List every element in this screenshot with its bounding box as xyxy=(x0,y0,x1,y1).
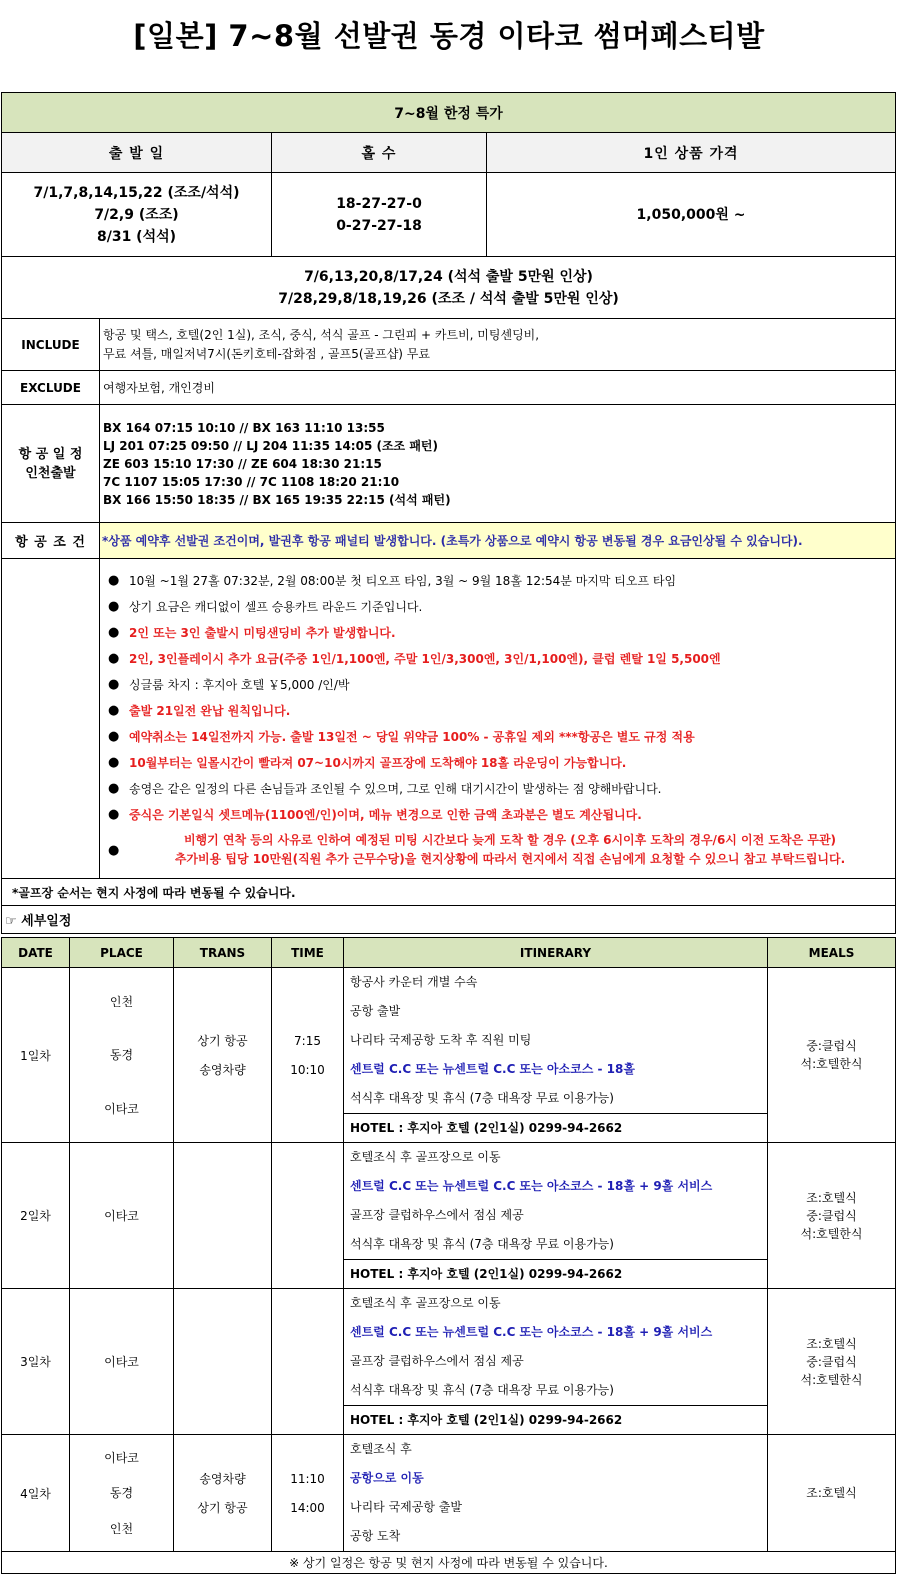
bullet-icon: ● xyxy=(108,650,120,666)
holes-cell xyxy=(272,173,487,257)
trans-mode: 상기 항공 xyxy=(197,1501,248,1515)
condition-text: *상품 예약후 선발권 조건이며, 발권후 항공 패널티 발생합니다. (초특가 상품으로 예약시 항공 변동될 경우 요금인상될 수 있습니다). xyxy=(100,523,896,559)
note-text: 상기 요금은 캐디없이 셀프 승용카트 라운드 기준입니다. xyxy=(129,599,423,614)
meals-cell xyxy=(768,1143,896,1289)
header-time: TIME xyxy=(272,938,344,968)
note-item xyxy=(108,703,891,719)
place-name: 이타코 xyxy=(104,1209,139,1223)
include-line: 무료 셔틀, 매일저녁7시(돈키호테-잡화점 , 골프5(골프샵) 무료 xyxy=(103,346,430,361)
bullet-icon: ● xyxy=(108,676,120,692)
notes-spacer xyxy=(2,559,100,879)
day-label: 4일차 xyxy=(2,1435,70,1552)
meal-item: 중:클럽식 xyxy=(806,1039,857,1053)
time-value: 7:15 xyxy=(294,1033,321,1048)
note-item xyxy=(108,807,891,823)
bullet-icon: ● xyxy=(108,702,120,718)
holes-line: 0-27-27-18 xyxy=(336,217,422,234)
itinerary-item: 항공사 카운터 개별 수속 xyxy=(350,975,478,989)
flight-line: ZE 603 15:10 17:30 // ZE 604 18:30 21:15 xyxy=(103,456,382,471)
meals-cell xyxy=(768,1289,896,1435)
itinerary-item: 센트럴 C.C 또는 뉴센트럴 C.C 또는 아소코스 - 18홀 + 9홀 서비스 xyxy=(350,1325,713,1339)
late-arrival-line: 비행기 연착 등의 사유로 인하여 예정된 미팅 시간보다 늦게 도착 할 경우 (오후 6시이후 도착의 경우/6시 이전 도착은 무관) xyxy=(183,832,837,847)
include-text xyxy=(100,319,896,371)
hotel-info: HOTEL : 후지아 호텔 (2인1실) 0299-94-2662 xyxy=(344,1259,767,1288)
bullet-icon: ● xyxy=(108,842,120,858)
time-value-stack xyxy=(272,1464,343,1522)
header-price: 1인 상품 가격 xyxy=(487,133,896,173)
meal-item: 조:호텔식 xyxy=(806,1190,857,1205)
note-text: 출발 21일전 완납 원칙입니다. xyxy=(129,703,291,718)
meal-item: 석:호텔한식 xyxy=(800,1372,863,1387)
day-label: 2일차 xyxy=(2,1143,70,1289)
place-name: 이타코 xyxy=(104,1355,139,1369)
summary-table xyxy=(1,92,896,934)
flight-line: BX 166 15:50 18:35 // BX 165 19:35 22:15 (석석 패턴) xyxy=(103,492,451,507)
time-value: 11:10 xyxy=(290,1471,325,1486)
flight-label-line: 인천출발 xyxy=(25,465,76,481)
place-name: 인천 xyxy=(109,995,134,1010)
header-trans: TRANS xyxy=(174,938,272,968)
place-name: 인천 xyxy=(109,1521,134,1536)
note-text: 10월 ~1월 27홀 07:32분, 2월 08:00분 첫 티오프 타임, 3월 ~ 9월 18홀 12:54분 마지막 티오프 타임 xyxy=(129,573,677,588)
meals-cell xyxy=(768,1435,896,1552)
departure-dates xyxy=(2,173,272,257)
exclude-text: 여행자보험, 개인경비 xyxy=(100,371,896,405)
time-cell xyxy=(272,1289,344,1435)
day-label: 3일차 xyxy=(2,1289,70,1435)
itinerary-item: 골프장 클럽하우스에서 점심 제공 xyxy=(350,1354,524,1368)
meal-item: 조:호텔식 xyxy=(806,1336,857,1351)
place-name: 동경 xyxy=(109,1486,134,1501)
hotel-info: HOTEL : 후지아 호텔 (2인1실) 0299-94-2662 xyxy=(344,1405,767,1434)
departure-date-line: 8/31 (석석) xyxy=(96,228,177,245)
trans-mode: 상기 항공 xyxy=(197,1034,248,1048)
notes-list xyxy=(108,573,891,823)
itinerary-day-row xyxy=(2,1143,896,1289)
meal-item: 조:호텔식 xyxy=(806,1486,857,1500)
note-item xyxy=(108,651,891,667)
header-holes: 홀 수 xyxy=(272,133,487,173)
departure-date-line: 7/2,9 (조조) xyxy=(94,206,179,223)
itinerary-item: 공항 도착 xyxy=(350,1529,401,1543)
notes-cell xyxy=(100,559,896,879)
itinerary-item: 골프장 클럽하우스에서 점심 제공 xyxy=(350,1208,524,1222)
bullet-icon: ● xyxy=(108,624,120,640)
late-arrival-line: 추가비용 팁당 10만원(직원 추가 근무수당)을 현지상황에 따라서 현지에서 직접 손님에게 요청할 수 있으니 참고 부탁드립니다. xyxy=(174,851,846,866)
itinerary-item: 호텔조식 후 골프장으로 이동 xyxy=(350,1296,501,1310)
trans-cell xyxy=(174,1435,272,1552)
itinerary-day-row xyxy=(2,1289,896,1435)
meal-item: 중:클럽식 xyxy=(806,1208,857,1223)
itinerary-day-row xyxy=(2,1435,896,1552)
itinerary-item: 호텔조식 후 골프장으로 이동 xyxy=(350,1150,501,1164)
itinerary-table xyxy=(1,937,896,1574)
include-line: 항공 및 택스, 호텔(2인 1실), 조식, 중식, 석식 골프 - 그린피 + 카트비, 미팅센딩비, xyxy=(103,327,540,342)
note-item xyxy=(108,755,891,771)
itinerary-item: 공항으로 이동 xyxy=(350,1471,424,1485)
trans-mode-stack xyxy=(174,1026,271,1084)
itinerary-item: 석식후 대욕장 및 휴식 (7층 대욕장 무료 이용가능) xyxy=(350,1091,614,1105)
trans-cell xyxy=(174,1289,272,1435)
itinerary-item: 석식후 대욕장 및 휴식 (7층 대욕장 무료 이용가능) xyxy=(350,1237,614,1251)
trans-cell xyxy=(174,1143,272,1289)
header-departure: 출 발 일 xyxy=(2,133,272,173)
itinerary-item: 공항 출발 xyxy=(350,1004,401,1018)
place-cell xyxy=(70,968,174,1143)
note-item xyxy=(108,599,891,615)
bullet-icon: ● xyxy=(108,806,120,822)
bullet-icon: ● xyxy=(108,754,120,770)
holes-line: 18-27-27-0 xyxy=(336,195,422,212)
flight-label-line: 항 공 일 정 xyxy=(18,446,83,462)
extra-dates xyxy=(2,257,896,319)
note-item xyxy=(108,625,891,641)
extra-date-line: 7/6,13,20,8/17,24 (석석 출발 5만원 인상) xyxy=(304,268,593,285)
place-name: 동경 xyxy=(109,1048,134,1063)
place-name-stack xyxy=(70,1347,173,1376)
schedule-title: ☞ 세부일정 xyxy=(2,906,896,934)
itinerary-cell xyxy=(344,1143,768,1289)
flight-line: 7C 1107 15:05 17:30 // 7C 1108 18:20 21:10 xyxy=(103,474,400,489)
hotel-info: HOTEL : 후지아 호텔 (2인1실) 0299-94-2662 xyxy=(344,1113,767,1142)
header-date: DATE xyxy=(2,938,70,968)
itinerary-footer: ※ 상기 일정은 항공 및 현지 사정에 따라 변동될 수 있습니다. xyxy=(2,1552,896,1574)
flight-label xyxy=(2,405,100,523)
place-cell xyxy=(70,1143,174,1289)
bullet-icon: ● xyxy=(108,780,120,796)
exclude-label: EXCLUDE xyxy=(2,371,100,405)
place-name-stack xyxy=(70,1440,173,1546)
bullet-icon: ● xyxy=(108,598,120,614)
include-label: INCLUDE xyxy=(2,319,100,371)
note-item xyxy=(108,573,891,589)
departure-date-line: 7/1,7,8,14,15,22 (조조/석석) xyxy=(33,184,240,201)
itinerary-cell xyxy=(344,1435,768,1552)
meals-cell xyxy=(768,968,896,1143)
condition-label: 항 공 조 건 xyxy=(2,523,100,559)
itinerary-item: 호텔조식 후 xyxy=(350,1442,412,1456)
late-arrival-note xyxy=(108,831,891,869)
extra-date-line: 7/28,29,8/18,19,26 (조조 / 석석 출발 5만원 인상) xyxy=(278,290,619,307)
itinerary-item: 센트럴 C.C 또는 뉴센트럴 C.C 또는 아소코스 - 18홀 + 9홀 서비스 xyxy=(350,1179,713,1193)
meal-item: 석:호텔한식 xyxy=(800,1057,863,1071)
header-itinerary: ITINERARY xyxy=(344,938,768,968)
note-text: 10월부터는 일몰시간이 빨라져 07~10시까지 골프장에 도착해야 18홀 라운딩이 가능합니다. xyxy=(129,755,627,770)
header-place: PLACE xyxy=(70,938,174,968)
time-cell xyxy=(272,968,344,1143)
note-text: 송영은 같은 일정의 다른 손님들과 조인될 수 있으며, 그로 인해 대기시간이 발생하는 점 양해바랍니다. xyxy=(129,781,662,796)
time-cell xyxy=(272,1143,344,1289)
itinerary-days xyxy=(2,968,896,1552)
note-text: 2인 또는 3인 출발시 미팅샌딩비 추가 발생합니다. xyxy=(129,625,396,640)
place-name-stack xyxy=(70,975,173,1135)
itinerary-cell xyxy=(344,1289,768,1435)
note-text: 예약취소는 14일전까지 가능. 출발 13일전 ~ 당일 위약금 100% - 공휴일 제외 ***항공은 별도 규정 적용 xyxy=(129,729,695,744)
itinerary-item: 석식후 대욕장 및 휴식 (7층 대욕장 무료 이용가능) xyxy=(350,1383,614,1397)
place-name: 이타코 xyxy=(104,1101,139,1116)
note-item xyxy=(108,781,891,797)
note-text: 싱글룸 차지 : 후지아 호텔 ￥5,000 /인/박 xyxy=(129,677,350,692)
itinerary-item: 나리타 국제공항 도착 후 직원 미팅 xyxy=(350,1033,532,1047)
time-value: 10:10 xyxy=(290,1062,325,1077)
place-name-stack xyxy=(70,1201,173,1230)
meal-item: 중:클럽식 xyxy=(806,1354,857,1369)
header-meals: MEALS xyxy=(768,938,896,968)
price-cell: 1,050,000원 ~ xyxy=(487,173,896,257)
itinerary-cell xyxy=(344,968,768,1143)
time-value-stack xyxy=(272,1026,343,1084)
bullet-icon: ● xyxy=(108,728,120,744)
trans-mode-stack xyxy=(174,1464,271,1522)
place-cell xyxy=(70,1435,174,1552)
note-text: 2인, 3인플레이시 추가 요금(주중 1인/1,100엔, 주말 1인/3,300엔, 3인/1,100엔), 클럽 렌탈 1일 5,500엔 xyxy=(129,651,721,666)
time-value: 14:00 xyxy=(290,1500,325,1515)
trans-mode: 송영차량 xyxy=(199,1472,246,1486)
place-name: 이타코 xyxy=(104,1451,139,1466)
flight-line: LJ 201 07:25 09:50 // LJ 204 11:35 14:05 (조조 패턴) xyxy=(103,438,438,453)
place-cell xyxy=(70,1289,174,1435)
itinerary-item: 나리타 국제공항 출발 xyxy=(350,1500,462,1514)
bullet-icon: ● xyxy=(108,572,120,588)
golf-course-note: *골프장 순서는 현지 사정에 따라 변동될 수 있습니다. xyxy=(2,879,896,906)
trans-mode: 송영차량 xyxy=(199,1063,246,1077)
meal-item: 석:호텔한식 xyxy=(800,1226,863,1241)
itinerary-day-row xyxy=(2,968,896,1143)
trans-cell xyxy=(174,968,272,1143)
time-cell xyxy=(272,1435,344,1552)
page-title: [일본] 7~8월 선발권 동경 이타코 썸머페스티발 xyxy=(133,19,765,53)
note-item xyxy=(108,729,891,745)
day-label: 1일차 xyxy=(2,968,70,1143)
flight-schedule xyxy=(100,405,896,523)
itinerary-item: 센트럴 C.C 또는 뉴센트럴 C.C 또는 아소코스 - 18홀 xyxy=(350,1062,635,1076)
special-offer-label: 7~8월 한정 특가 xyxy=(2,93,896,133)
note-item xyxy=(108,677,891,693)
flight-line: BX 164 07:15 10:10 // BX 163 11:10 13:55 xyxy=(103,420,385,435)
note-text: 중식은 기본일식 셋트메뉴(1100엔/인)이며, 메뉴 변경으로 인한 금액 초과분은 별도 계산됩니다. xyxy=(129,807,642,822)
